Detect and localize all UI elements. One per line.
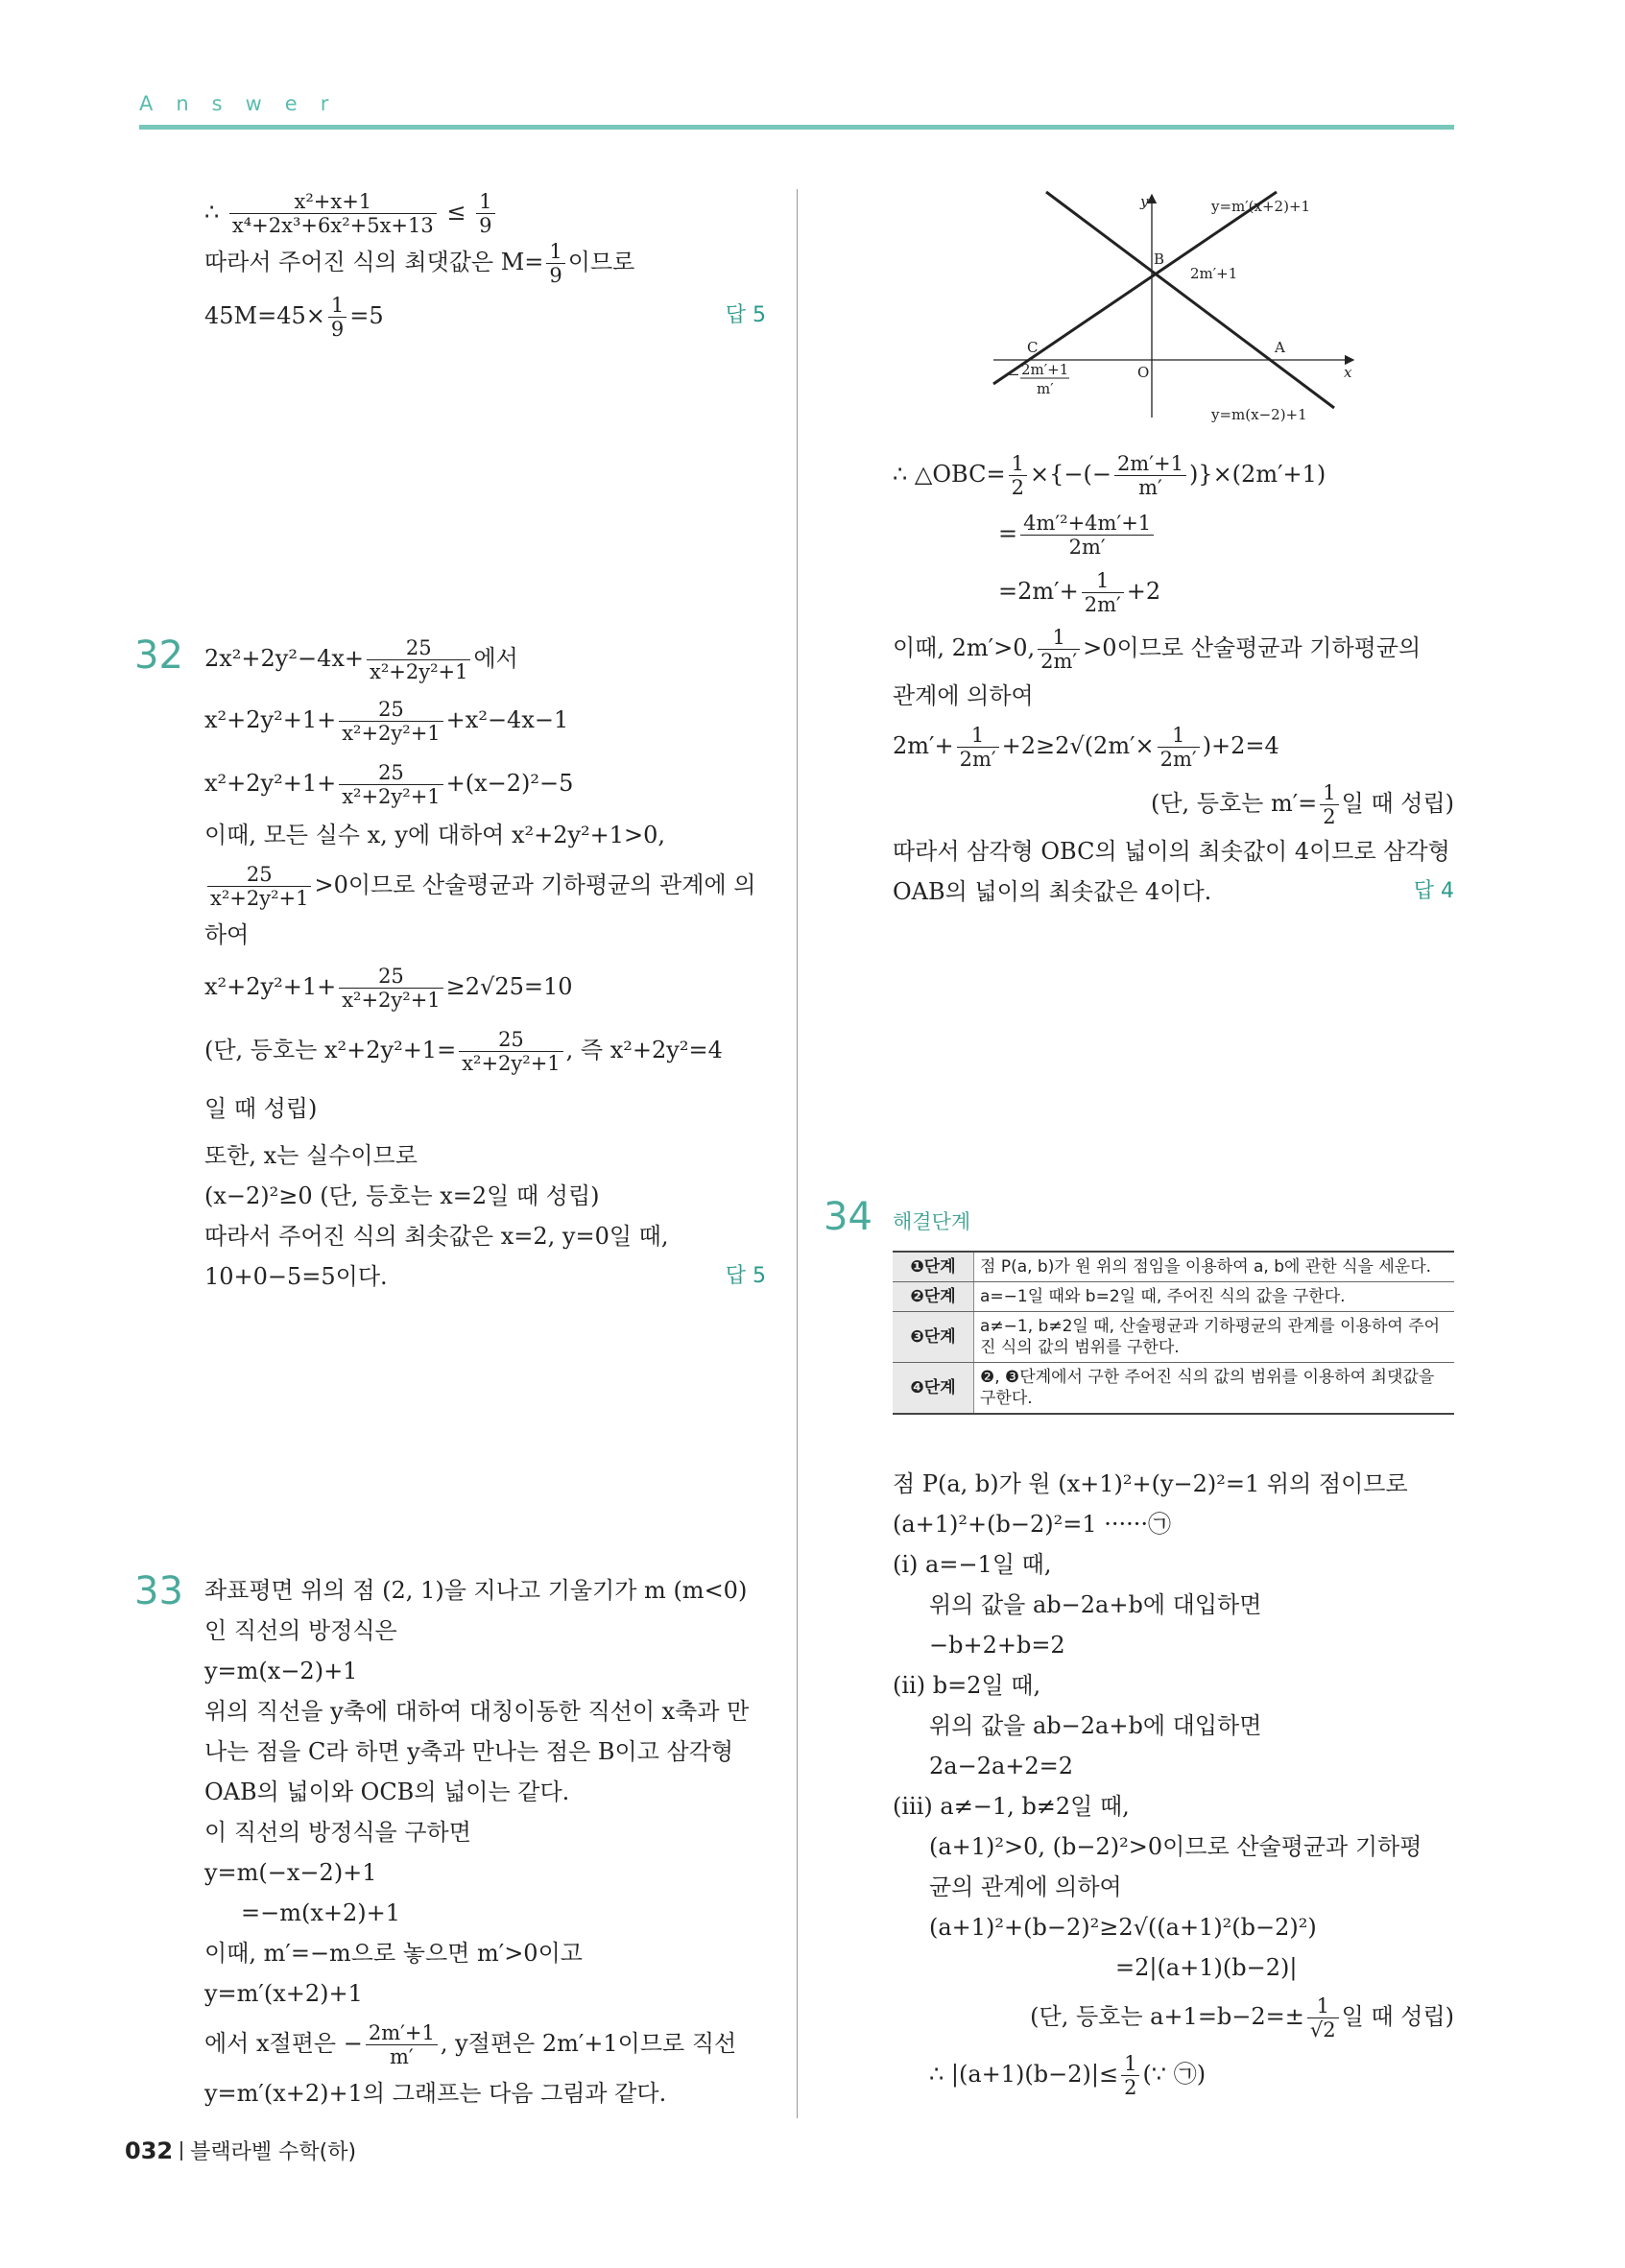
q33-line: y=m′(x+2)+1의 그래프는 다음 그림과 같다. bbox=[204, 2080, 667, 2107]
step-row bbox=[893, 1282, 1454, 1312]
line1-equation: y=m′(x+2)+1 bbox=[1211, 198, 1311, 215]
q34-line: ∴ |(a+1)(b−2)|≤ $\frac{1}{2}$ (∵ ㉠) bbox=[929, 2052, 1207, 2099]
q33-line: y=m(x−2)+1 bbox=[204, 1658, 358, 1684]
q33c-line: (단, 등호는 m′= $\frac{1}{2}$ 일 때 성립) bbox=[1150, 781, 1454, 828]
point-c-label: C bbox=[1027, 339, 1039, 356]
q33-line: 이 직선의 방정식을 구하면 bbox=[204, 1819, 471, 1846]
q32-line: (x−2)²≥0 (단, 등호는 x=2일 때 성립) bbox=[204, 1182, 600, 1209]
point-b-label: B bbox=[1154, 251, 1165, 268]
fraction: $\frac{1}{2m'}$ bbox=[1038, 626, 1080, 673]
footer-divider bbox=[180, 2141, 182, 2161]
q33c-line: 이때, 2m′>0, $\frac{1}{2m'}$ >0이므로 산술평균과 기하평균의 bbox=[893, 626, 1422, 673]
fraction: $\frac{2m'+1}{m'}$ bbox=[366, 2021, 438, 2068]
q33-line: 위의 직선을 y축에 대하여 대칭이동한 직선이 x축과 만 bbox=[204, 1698, 750, 1725]
q34-line: (a+1)²+(b−2)²≥2√((a+1)²(b−2)²) bbox=[929, 1914, 1317, 1941]
q33c-line: OAB의 넓이의 최솟값은 4이다. 답 4 bbox=[893, 871, 1454, 912]
q32-line: (단, 등호는 x²+2y²+1= $\frac{25}{\text{x²+2y²+1}}$ , 즉 x²+2y²=4 bbox=[204, 1028, 723, 1075]
q33-solution bbox=[204, 1570, 766, 2113]
q33-line: 나는 점을 C라 하면 y축과 만나는 점은 B이고 삼각형 bbox=[204, 1738, 734, 1765]
q33-line: 좌표평면 위의 점 (2, 1)을 지나고 기울기가 m (m<0) bbox=[204, 1577, 748, 1604]
point-a-label: A bbox=[1275, 339, 1285, 356]
q32-line: 2x²+2y²−4x+ $\frac{25}{\text{x²+2y²+1}}$ 에서 bbox=[204, 636, 518, 683]
book-title: 블랙라벨 수학(하) bbox=[190, 2140, 357, 2164]
q33c-line: 따라서 삼각형 OBC의 넓이의 최솟값이 4이므로 삼각형 bbox=[893, 838, 1450, 865]
q34-line: 점 P(a, b)가 원 (x+1)²+(y−2)²=1 위의 점이므로 bbox=[893, 1470, 1408, 1497]
q34-line: (ⅱ) b=2일 때, bbox=[893, 1672, 1041, 1699]
footer bbox=[125, 2136, 356, 2165]
step-label: ❷단계 bbox=[893, 1282, 974, 1312]
q34-solution bbox=[893, 1464, 1454, 2103]
q32-line: x²+2y²+1+ $\frac{25}{\text{x²+2y²+1}}$ +(x−2)²−5 bbox=[204, 761, 574, 808]
q32-line: 또한, x는 실수이므로 bbox=[204, 1142, 418, 1169]
fraction: $\frac{\text{4m′²+4m′+1}}{2m'}$ bbox=[1020, 512, 1154, 559]
fraction: $\frac{25}{\text{x²+2y²+1}}$ bbox=[339, 761, 442, 808]
q33-continued bbox=[893, 443, 1454, 912]
fraction: $\frac{25}{\text{x²+2y²+1}}$ bbox=[339, 965, 442, 1012]
header-title: Answer bbox=[139, 92, 352, 115]
step-row bbox=[893, 1252, 1454, 1282]
q33-line: y=m(−x−2)+1 bbox=[204, 1859, 377, 1886]
top-left-solution bbox=[204, 187, 766, 345]
question-number-32: 32 bbox=[134, 633, 183, 678]
fraction: $\frac{25}{\text{x²+2y²+1}}$ bbox=[339, 698, 442, 745]
q34-line: (a+1)²+(b−2)²=1 ······㉠ bbox=[893, 1511, 1172, 1538]
fraction: $\frac{1}{2m'}$ bbox=[957, 724, 999, 771]
x-axis-label: x bbox=[1344, 364, 1352, 381]
step-label: ❹단계 bbox=[893, 1363, 974, 1415]
origin-label: O bbox=[1137, 364, 1150, 381]
q33-line: 인 직선의 방정식은 bbox=[204, 1617, 397, 1644]
c-value-num: 2m′+1 bbox=[1021, 361, 1069, 378]
q33-line: 에서 x절편은 − $\frac{2m'+1}{m'}$ , y절편은 2m′+1이므로 직선 bbox=[204, 2021, 737, 2068]
q33c-line: 2m′+ $\frac{1}{2m'}$ +2≥2√(2m′× $\frac{1}{2m'}$ )+2=4 bbox=[893, 724, 1279, 771]
q33-line: 이때, m′=−m으로 놓으면 m′>0이고 bbox=[204, 1940, 583, 1967]
q32-line: x²+2y²+1+ $\frac{25}{\text{x²+2y²+1}}$ +x²−4x−1 bbox=[204, 698, 569, 745]
line2-equation: y=m(x−2)+1 bbox=[1211, 406, 1307, 423]
answer-label: 답 5 bbox=[725, 1264, 766, 1288]
header-rule bbox=[139, 125, 1454, 130]
y-axis-label: y bbox=[1140, 193, 1149, 210]
fraction: $\frac{1}{9}$ bbox=[476, 190, 494, 237]
q32-line: 하여 bbox=[204, 921, 250, 948]
fraction: $\frac{1}{√2}$ bbox=[1307, 1994, 1339, 2041]
q33c-line: =2m′+ $\frac{1}{2m'}$ +2 bbox=[998, 569, 1161, 616]
q33-line: =−m(x+2)+1 bbox=[241, 1899, 400, 1926]
fraction: $\frac{25}{\text{x²+2y²+1}}$ bbox=[459, 1028, 562, 1075]
q32-line: 이때, 모든 실수 x, y에 대하여 x²+2y²+1>0, bbox=[204, 822, 666, 848]
max-line: 따라서 주어진 식의 최댓값은 M= $\frac{1}{9}$ 이므로 bbox=[204, 240, 635, 287]
question-number-34: 34 bbox=[824, 1195, 872, 1239]
step-text: a=−1일 때와 b=2일 때, 주어진 식의 값을 구한다. bbox=[974, 1282, 1455, 1312]
step-text: a≠−1, b≠2일 때, 산술평균과 기하평균의 관계를 이용하여 주어진 식의 값의 범위를 구한다. bbox=[974, 1312, 1455, 1363]
q32-line: $\frac{25}{\text{x²+2y²+1}}$ >0이므로 산술평균과 기하평균의 관계에 의 bbox=[204, 855, 766, 915]
answer-label: 답 5 bbox=[725, 303, 766, 327]
q34-line: (단, 등호는 a+1=b−2=± $\frac{1}{√2}$ 일 때 성립) bbox=[1030, 1994, 1454, 2041]
q33c-line: = $\frac{\text{4m′²+4m′+1}}{2m'}$ bbox=[893, 505, 1454, 562]
line-m bbox=[1046, 192, 1334, 408]
fraction: $\frac{\text{x²+x+1}}{\text{x⁴+2x³+6x²+5x+13}}$ bbox=[229, 190, 437, 237]
fraction: $\frac{1}{9}$ bbox=[328, 294, 347, 341]
fraction: $\frac{1}{2}$ bbox=[1121, 2052, 1139, 2099]
therefore-symbol: ∴ bbox=[204, 199, 220, 226]
line-graph-figure bbox=[989, 187, 1373, 427]
q34-line: (ⅲ) a≠−1, b≠2일 때, bbox=[893, 1793, 1130, 1820]
page-number: 032 bbox=[125, 2137, 174, 2164]
q33c-line: 관계에 의하여 bbox=[893, 682, 1034, 709]
q32-line: 10+0−5=5이다. 답 5 bbox=[204, 1256, 766, 1297]
step-text: ❷, ❸단계에서 구한 주어진 식의 값의 범위를 이용하여 최댓값을 구한다. bbox=[974, 1363, 1455, 1415]
result-line: 45M=45× $\frac{1}{9}$ =5 답 5 bbox=[204, 287, 766, 345]
q33-line: OAB의 넓이와 OCB의 넓이는 같다. bbox=[204, 1779, 570, 1805]
q32-line: x²+2y²+1+ $\frac{25}{\text{x²+2y²+1}}$ ≥2√25=10 bbox=[204, 965, 573, 1012]
fraction: $\frac{25}{\text{x²+2y²+1}}$ bbox=[367, 636, 470, 683]
q33c-line: ∴ △OBC= $\frac{1}{2}$ ×{−(− $\frac{2m'+1}{m'}$ )}×(2m′+1) bbox=[893, 452, 1326, 499]
step-label: ❸단계 bbox=[893, 1312, 974, 1363]
step-label: ❶단계 bbox=[893, 1252, 974, 1282]
step-text: 점 P(a, b)가 원 위의 점임을 이용하여 a, b에 관한 식을 세운다. bbox=[974, 1252, 1455, 1282]
fraction: $\frac{1}{2}$ bbox=[1320, 781, 1338, 828]
section-label: 해결단계 bbox=[893, 1210, 971, 1233]
ineq-line: ∴ $\frac{\text{x²+x+1}}{\text{x⁴+2x³+6x²+5x+13}}$ ≤ $\frac{1}{9}$ bbox=[204, 187, 766, 237]
q34-line: (a+1)²>0, (b−2)²>0이므로 산술평균과 기하평 bbox=[929, 1833, 1422, 1860]
fraction: $\frac{1}{2}$ bbox=[1009, 452, 1027, 499]
q32-line: 일 때 성립) bbox=[204, 1095, 318, 1122]
c-value-den: m′ bbox=[1037, 380, 1054, 397]
step-row bbox=[893, 1312, 1454, 1363]
q34-line: 균의 관계에 의하여 bbox=[929, 1874, 1122, 1900]
fraction: $\frac{25}{\text{x²+2y²+1}}$ bbox=[207, 863, 311, 910]
question-number-33: 33 bbox=[134, 1569, 183, 1613]
q32-solution bbox=[204, 629, 766, 1297]
step-row bbox=[893, 1363, 1454, 1415]
column-divider bbox=[797, 189, 798, 2118]
fraction: $\frac{1}{2m'}$ bbox=[1082, 569, 1124, 616]
c-value-sign: − bbox=[1008, 366, 1020, 383]
q33-line: y=m′(x+2)+1 bbox=[204, 1980, 363, 2007]
q34-line: −b+2+b=2 bbox=[929, 1632, 1065, 1659]
fraction: $\frac{1}{2m'}$ bbox=[1158, 724, 1200, 771]
q34-line: (ⅰ) a=−1일 때, bbox=[893, 1551, 1052, 1578]
q34-line: 위의 값을 ab−2a+b에 대입하면 bbox=[929, 1712, 1262, 1739]
q34-line: =2|(a+1)(b−2)| bbox=[1115, 1954, 1298, 1981]
q34-line: 위의 값을 ab−2a+b에 대입하면 bbox=[929, 1591, 1262, 1618]
steps-table bbox=[893, 1251, 1454, 1415]
q32-line: 따라서 주어진 식의 최솟값은 x=2, y=0일 때, bbox=[204, 1223, 669, 1250]
fraction: $\frac{1}{9}$ bbox=[546, 240, 564, 287]
fraction: $\frac{2m'+1}{m'}$ bbox=[1114, 452, 1186, 499]
q34-line: 2a−2a+2=2 bbox=[929, 1753, 1074, 1779]
answer-label: 답 4 bbox=[1413, 879, 1454, 903]
b-value-label: 2m′+1 bbox=[1190, 265, 1238, 282]
